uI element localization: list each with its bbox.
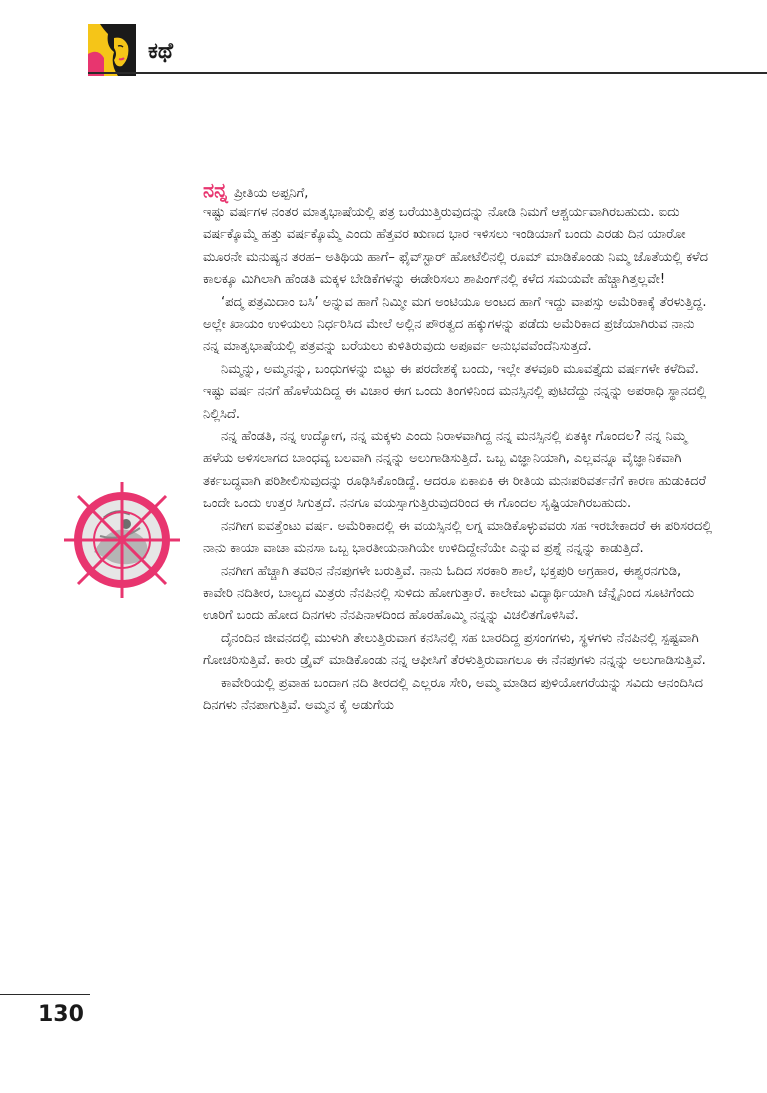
- article-paragraph: ನಿಮ್ಮನ್ನು, ಅಮ್ಮನನ್ನು, ಬಂಧುಗಳನ್ನು ಬಿಟ್ಟು ಈ ಪರದೇಶಕ್ಕೆ ಬಂದು, ಇಲ್ಲೇ ತಳವೂರಿ ಮೂವತ್ತೈದು ವರ್ಷಗಳೇ ಕಳೆದಿವೆ. ಇಷ್ಟು ವರ್ಷ ನನಗೆ ಹೊಳೆಯದಿದ್ದ ಈ ವಿಚಾರ ಈಗ ಒಂದು ತಿಂಗಳಿನಿಂದ ಮನಸ್ಸಿನಲ್ಲಿ ಪುಟಿದೆದ್ದು ನನ್ನನ್ನು ಅಪರಾಧಿ ಸ್ಥಾನದಲ್ಲಿ ನಿಲ್ಲಿಸಿದೆ.: [203, 361, 707, 422]
- woman-face-logo-icon: [88, 24, 136, 76]
- footer-divider: [0, 994, 90, 995]
- article-paragraph: ನನ್ನ ಹೆಂಡತಿ, ನನ್ನ ಉದ್ಯೋಗ, ನನ್ನ ಮಕ್ಕಳು ಎಂದು ನಿರಾಳವಾಗಿದ್ದ ನನ್ನ ಮನಸ್ಸಿನಲ್ಲಿ ಏತಕ್ಕೀ ಗೊಂದಲ? ನನ್ನ ನಿಮ್ಮ ಹಳೆಯ ಅಳಿಸಲಾಗದ ಬಾಂಧವ್ಯ ಬಲವಾಗಿ ನನ್ನನ್ನು ಅಲುಗಾಡಿಸುತ್ತಿದೆ. ಒಬ್ಬ ವಿಜ್ಞಾನಿಯಾಗಿ, ಎಲ್ಲವನ್ನೂ ವೈಜ್ಞಾನಿಕವಾಗಿ ತರ್ಕಬದ್ಧವಾಗಿ ಪರಿಶೀಲಿಸುವುದನ್ನು ರೂಢಿಸಿಕೊಂಡಿದ್ದೆ. ಆದರೂ ಏಕಾಏಕಿ ಈ ರೀತಿಯ ಮನಃಪರಿವರ್ತನೆಗೆ ಕಾರಣ ಹುಡುಕಿದರೆ ಒಂದೇ ಒಂದು ಉತ್ತರ ಸಿಗುತ್ತದೆ. ನನಗೂ ವಯಸ್ಸಾಗುತ್ತಿರುವುದರಿಂದ ಈ ಗೊಂದಲ ಸೃಷ್ಟಿಯಾಗಿರಬಹುದು.: [203, 429, 706, 512]
- page-number: 130: [38, 1002, 84, 1027]
- crosshair-emblem-icon: [60, 478, 184, 602]
- article-paragraph: ದೈನಂದಿನ ಜೀವನದಲ್ಲಿ ಮುಳುಗಿ ತೇಲುತ್ತಿರುವಾಗ ಕನಸಿನಲ್ಲಿ ಸಹ ಬಾರದಿದ್ದ ಪ್ರಸಂಗಗಳು, ಸ್ಥಳಗಳು ನೆನಪಿನಲ್ಲಿ ಸ್ಪಷ್ಟವಾಗಿ ಗೋಚರಿಸುತ್ತಿವೆ. ಕಾರು ಡ್ರೈವ್ ಮಾಡಿಕೊಂಡು ನನ್ನ ಆಫೀಸಿಗೆ ತೆರಳುತ್ತಿರುವಾಗಲೂ ಈ ನೆನಪುಗಳು ನನ್ನನ್ನು ಅಲುಗಾಡಿಸುತ್ತಿವೆ.: [203, 630, 706, 669]
- article-body: [203, 178, 713, 717]
- article-paragraph: ನನಗೀಗ ಐವತ್ತೆಂಟು ವರ್ಷ. ಅಮೆರಿಕಾದಲ್ಲಿ ಈ ವಯಸ್ಸಿನಲ್ಲಿ ಲಗ್ನ ಮಾಡಿಕೊಳ್ಳುವವರು ಸಹ ಇರಬೇಕಾದರೆ ಈ ಪರಿಸರದಲ್ಲಿ ನಾನು ಕಾಯಾ ವಾಚಾ ಮನಸಾ ಒಬ್ಬ ಭಾರತೀಯನಾಗಿಯೇ ಉಳಿದಿದ್ದೇನೆಯೇ ಎನ್ನುವ ಪ್ರಶ್ನೆ ನನ್ನನ್ನು ಕಾಡುತ್ತಿದೆ.: [203, 518, 713, 557]
- article-paragraph: ಇಷ್ಟು ವರ್ಷಗಳ ನಂತರ ಮಾತೃಭಾಷೆಯಲ್ಲಿ ಪತ್ರ ಬರೆಯುತ್ತಿರುವುದನ್ನು ನೋಡಿ ನಿಮಗೆ ಆಶ್ಚರ್ಯವಾಗಿರಬಹುದು. ಐದು ವರ್ಷಕ್ಕೊಮ್ಮೆ ಹತ್ತು ವರ್ಷಕ್ಕೊಮ್ಮೆ ಎಂದು ಹೆತ್ತವರ ಋಣದ ಭಾರ ಇಳಿಸಲು ಇಂಡಿಯಾಗೆ ಬಂದು ಎರಡು ದಿನ ಯಾರೋ ಮೂರನೇ ಮನುಷ್ಯನ ತರಹ– ಅತಿಥಿಯ ಹಾಗೆ– ಫೈವ್‌ಸ್ಟಾರ್ ಹೋಟೆಲಿನಲ್ಲಿ ರೂಮ್ ಮಾಡಿಕೊಂಡು ನಿಮ್ಮ ಜೊತೆಯಲ್ಲಿ ಕಳೆದ ಕಾಲಕ್ಕೂ ಮಿಗಿಲಾಗಿ ಹೆಂಡತಿ ಮಕ್ಕಳ ಬೇಡಿಕೆಗಳನ್ನು ಈಡೇರಿಸಲು ಶಾಪಿಂಗ್‌ನಲ್ಲಿ ಕಳೆದ ಸಮಯವೇ ಹೆಚ್ಚಾಗಿತ್ತಲ್ಲವೇ!: [203, 205, 709, 288]
- section-title: ಕಥೆ: [148, 39, 173, 64]
- greeting-salutation: ಪ್ರೀತಿಯ ಅಪ್ಪನಿಗೆ,: [233, 186, 309, 201]
- header-divider: [88, 72, 767, 74]
- article-paragraph: ನನಗೀಗ ಹೆಚ್ಚಾಗಿ ತವರಿನ ನೆನಪುಗಳೇ ಬರುತ್ತಿವೆ. ನಾನು ಓದಿದ ಸರಕಾರಿ ಶಾಲೆ, ಭಕ್ತಪುರಿ ಅಗ್ರಹಾರ, ಈಶ್ವರನಗುಡಿ, ಕಾವೇರಿ ನದಿತೀರ, ಬಾಲ್ಯದ ಮಿತ್ರರು ನೆನಪಿನಲ್ಲಿ ಸುಳಿದು ಹೋಗುತ್ತಾರೆ. ಕಾಲೇಜು ವಿದ್ಯಾರ್ಥಿಯಾಗಿ ಚೆನ್ನೈನಿಂದ ಸೂಟಿಗೆಂದು ಊರಿಗೆ ಬಂದು ಹೋದ ದಿನಗಳು ನೆನಪಿನಾಳದಿಂದ ಹೊರಹೊಮ್ಮಿ ನನ್ನನ್ನು ವಿಚಲಿತಗೊಳಿಸಿವೆ.: [203, 563, 695, 624]
- article-paragraph: ‘ಪದ್ಮ ಪತ್ರಮಿದಾಂ ಬಸಿ’ ಅನ್ನುವ ಹಾಗೆ ನಿಮ್ಮೀ ಮಗ ಅಂಟಿಯೂ ಅಂಟದ ಹಾಗೆ ಇದ್ದು ವಾಪಸ್ಸು ಅಮೆರಿಕಾಕ್ಕೆ ತೆರಳುತ್ತಿದ್ದ. ಅಲ್ಲೇ ಖಾಯಂ ಉಳಿಯಲು ನಿರ್ಧರಿಸಿದ ಮೇಲೆ ಅಲ್ಲಿನ ಪೌರತ್ವದ ಹಕ್ಕುಗಳನ್ನು ಪಡೆದು ಅಮೆರಿಕಾದ ಪ್ರಜೆಯಾಗಿರುವ ನಾನು ನನ್ನ ಮಾತೃಭಾಷೆಯಲ್ಲಿ ಪತ್ರವನ್ನು ಬರೆಯಲು ಕುಳಿತಿರುವುದು ಅಪೂರ್ವ ಅನುಭವವೆಂದೆನಿಸುತ್ತದೆ.: [203, 294, 707, 355]
- greeting-lead-word: ನನ್ನ: [203, 178, 228, 202]
- letter-greeting: [203, 178, 713, 202]
- article-paragraph: ಕಾವೇರಿಯಲ್ಲಿ ಪ್ರವಾಹ ಬಂದಾಗ ನದಿ ತೀರದಲ್ಲಿ ಎಲ್ಲರೂ ಸೇರಿ, ಅಮ್ಮ ಮಾಡಿದ ಪುಳಿಯೋಗರೆಯನ್ನು ಸವಿದು ಆನಂದಿಸಿದ ದಿನಗಳು ನೆನಪಾಗುತ್ತಿವೆ. ಅಮ್ಮನ ಕೈ ಅಡುಗೆಯ: [203, 675, 704, 713]
